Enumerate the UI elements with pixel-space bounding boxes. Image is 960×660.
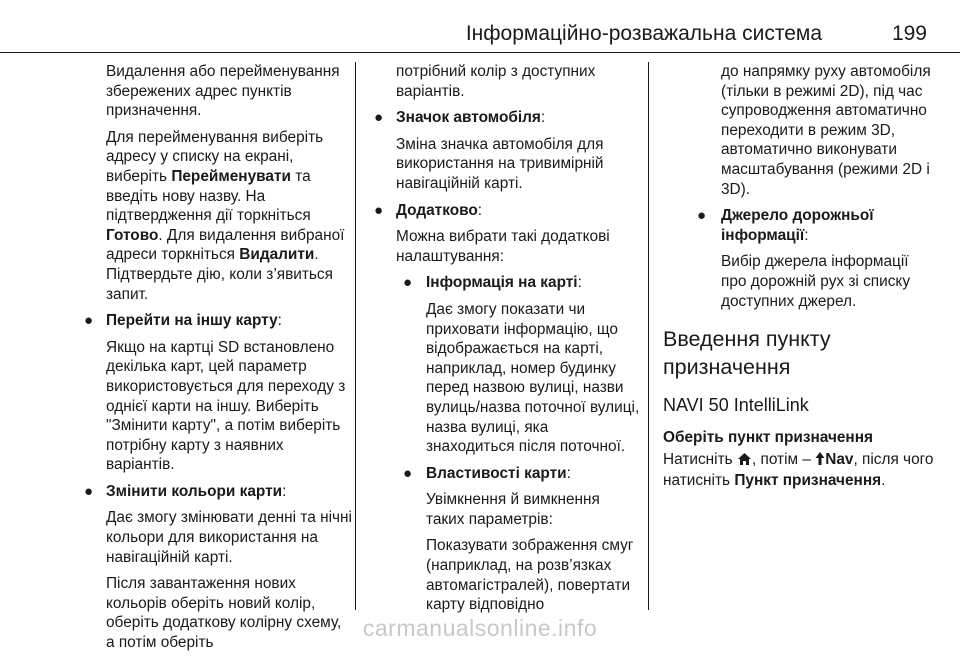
paragraph: Після завантаження нових кольорів оберіть новий колір, оберіть додаткову колірну схему, а потім оберіть (106, 575, 342, 652)
paragraph: Можна вибрати такі додаткові налаштування: (396, 228, 610, 265)
column-divider (648, 62, 649, 610)
bullet-dot: ● (84, 482, 94, 500)
bullet-dot: ● (374, 109, 384, 127)
nav-arrow-icon (815, 451, 825, 472)
paragraph: до напрямку руху автомобіля (тільки в режимі 2D), під час супроводження автоматично переходити в режим 3D, автоматично виконувати масштабування (режими 2D і 3D). (721, 63, 931, 198)
bullet-dot: ● (403, 274, 413, 292)
bullet-item: ● Перейти на іншу карту: (84, 312, 282, 330)
column-1 (80, 62, 352, 660)
bullet-dot: ● (697, 207, 707, 225)
paragraph: Натисніть , потім – Nav, після чого натисніть Пункт призначення. (663, 450, 934, 490)
paragraph: Дає змогу змінювати денні та нічні кольори для використання на навігаційній карті. (106, 509, 352, 566)
paragraph: Дає змогу показати чи приховати інформацію, що відображається на карті, наприклад, номер будинку перед назвою вулиці, назви вулиць/назва поточної вулиці, назва вулиці, яка знаходиться після поточної. (426, 300, 640, 456)
paragraph: Увімкнення й вимкнення таких параметрів: (426, 491, 600, 528)
header-title: Інформаційно-розважальна система (465, 22, 822, 45)
section-heading: Введення пункту призначення (663, 327, 831, 380)
paragraph: Показувати зображення смуг (наприклад, на розв’язках автомагістралей), повертати карту відповідно (426, 537, 634, 614)
paragraph: Для перейменування виберіть адресу у списку на екрані, виберіть Перейменувати та введіть нову назву. На підтвердження дії торкніться Готово. Для видалення вибраної адреси торкніться Видалити. Підтвердьте дію, коли з’явиться запит. (106, 128, 345, 303)
procedure-heading: Оберіть пункт призначення (663, 429, 874, 447)
bullet-item: ● Значок автомобіля: (374, 109, 546, 127)
bullet-item: ● Змінити кольори карти: (84, 482, 287, 500)
bullet-dot: ● (84, 312, 94, 330)
page-number: 199 (891, 22, 927, 45)
column-divider (355, 62, 356, 610)
paragraph: потрібний колір з доступних варіантів. (396, 63, 596, 100)
bullet-dot: ● (374, 201, 384, 219)
paragraph: Вибір джерела інформації про дорожній рух зі списку доступних джерел. (721, 253, 911, 310)
paragraph: Видалення або перейменування збережених адрес пунктів призначення. (106, 63, 340, 120)
column-3 (663, 62, 938, 498)
bullet-dot: ● (403, 464, 413, 482)
home-icon (737, 452, 752, 472)
column-2 (370, 62, 640, 622)
page-header (0, 0, 960, 53)
subsection-heading: NAVI 50 IntelliLink (663, 395, 809, 416)
paragraph: Зміна значка автомобіля для використання на тривимірній навігаційній карті. (396, 135, 604, 192)
paragraph: Якщо на картці SD встановлено декілька карт, цей параметр використовується для переходу з однієї карти на іншу. Виберіть "Змінити карту", а потім виберіть потрібну карту з наявних варіантів. (106, 338, 346, 474)
sub-bullet-item: ● Джерело дорожньої інформації: (697, 207, 874, 244)
bullet-item: ● Додатково: (374, 201, 483, 219)
watermark: carmanualsonline.info (362, 615, 598, 641)
sub-bullet-item: ● Властивості карти: (403, 464, 571, 482)
sub-bullet-item: ● Інформація на карті: (403, 274, 582, 292)
